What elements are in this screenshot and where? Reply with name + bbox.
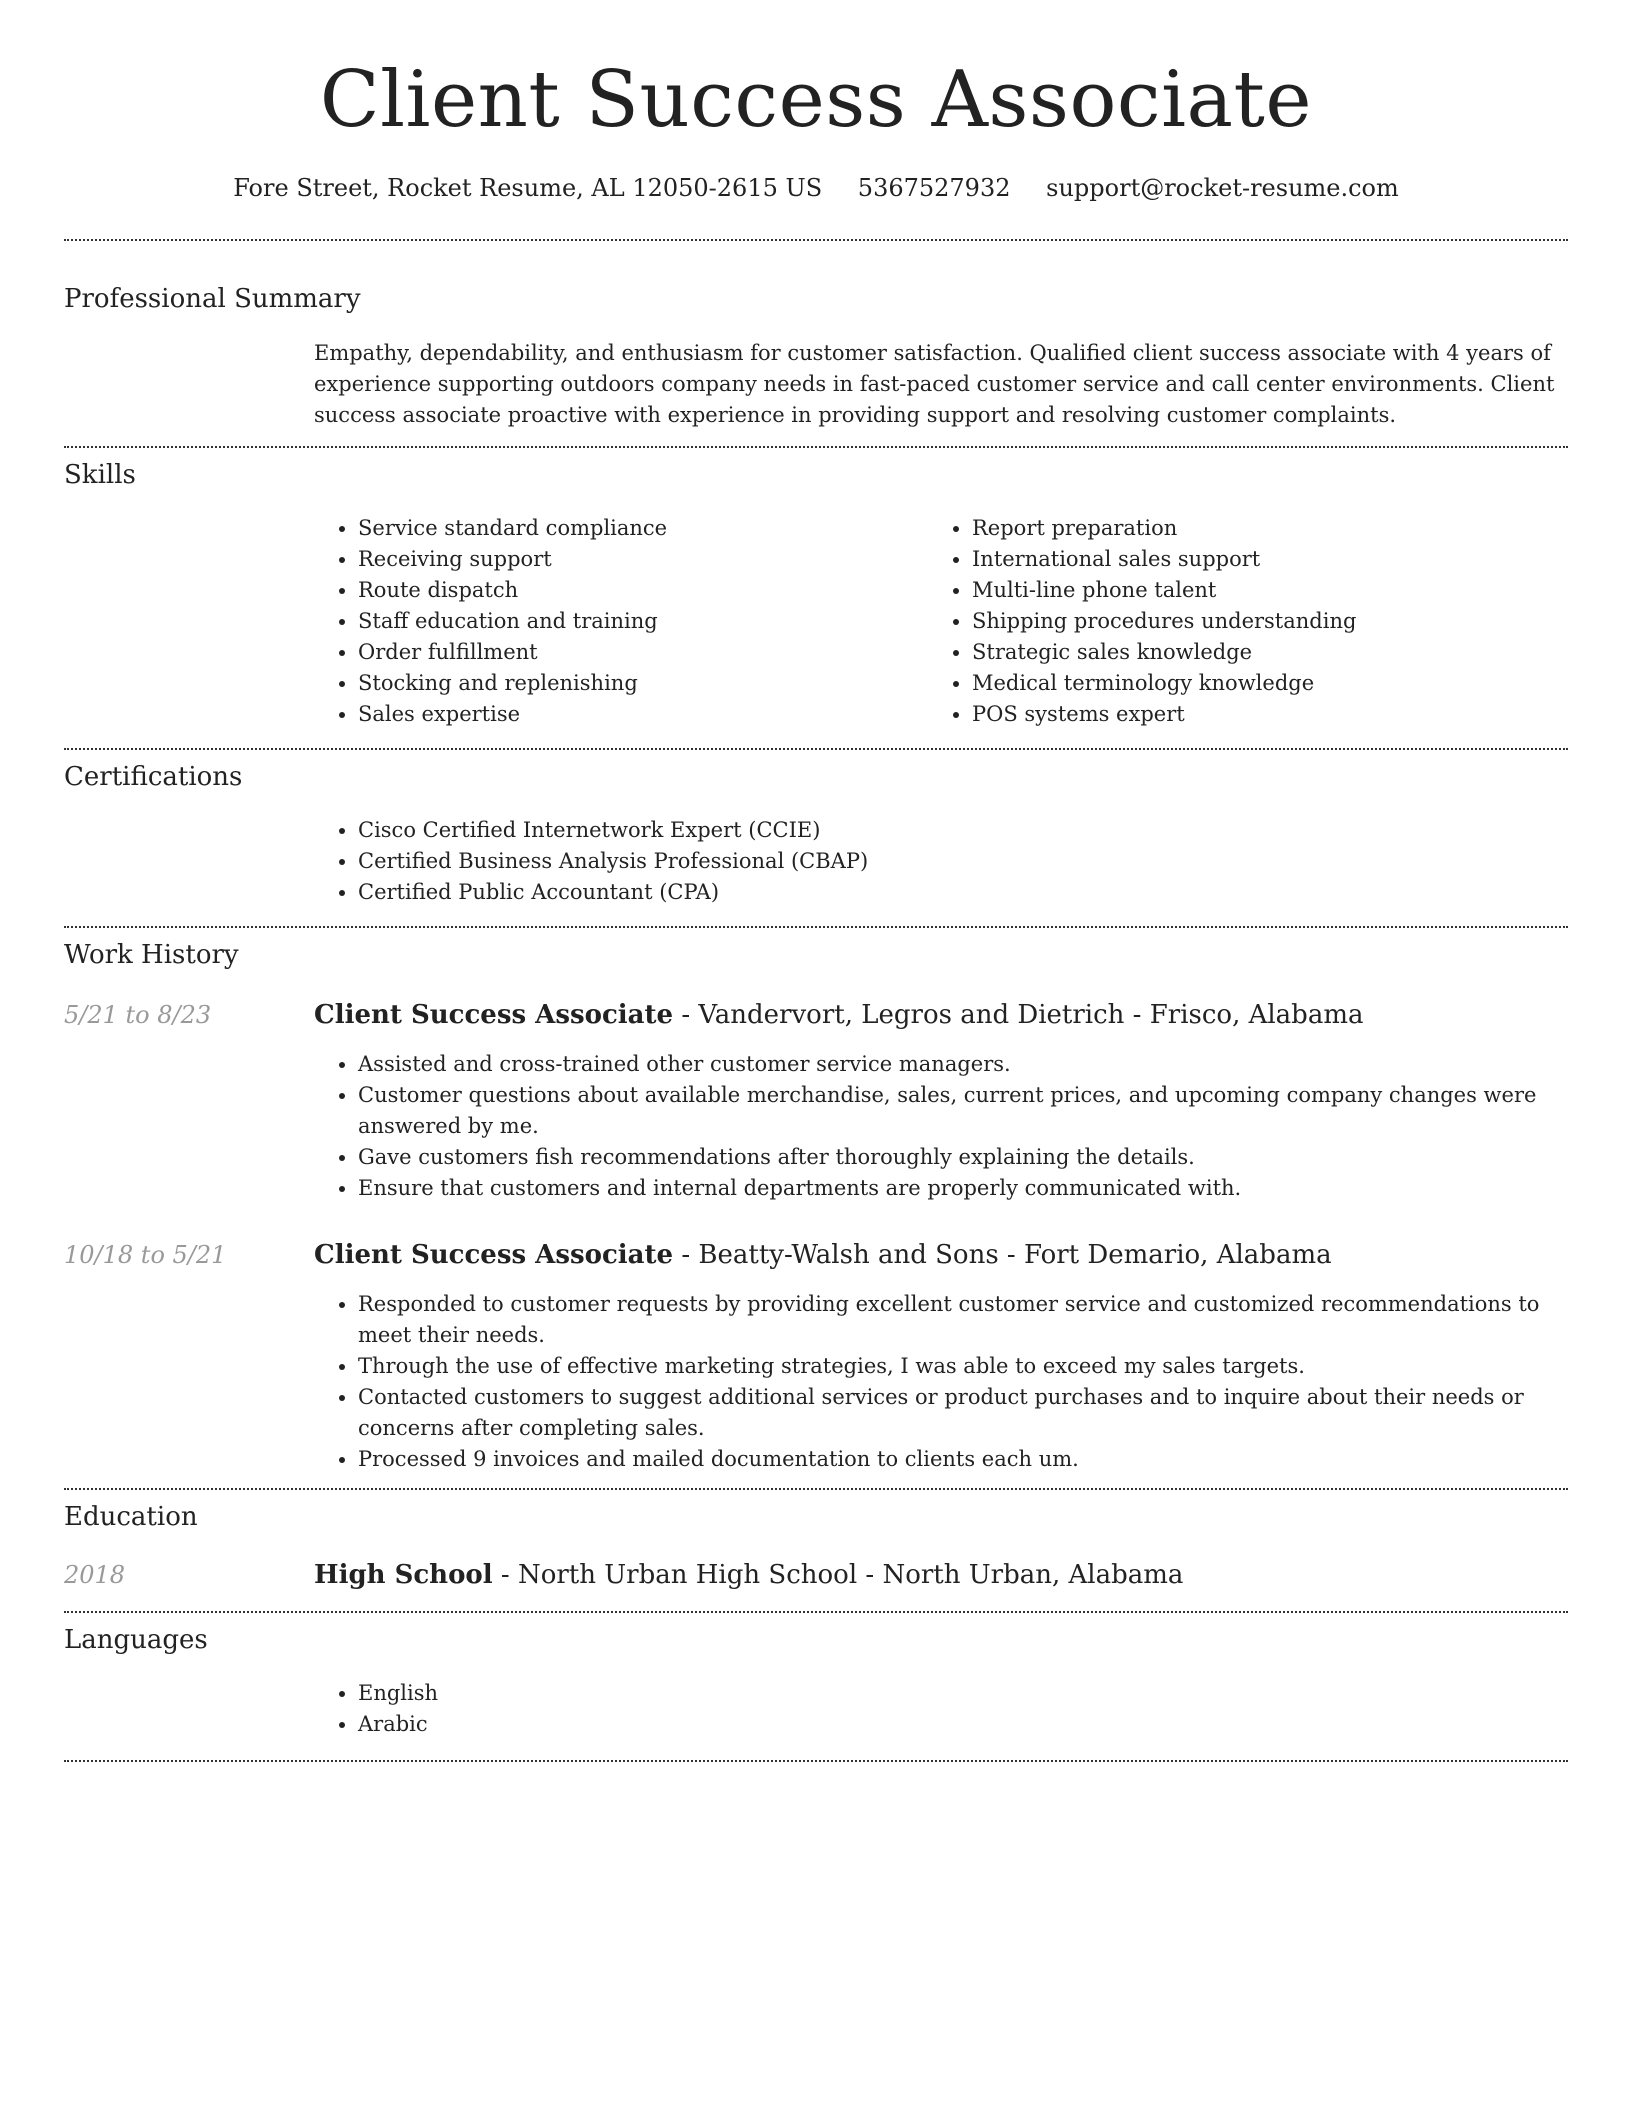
job-employer: - Beatty-Walsh and Sons - Fort Demario, Alabama	[673, 1240, 1332, 1270]
summary-text: Empathy, dependability, and enthusiasm for customer satisfaction. Qualified client success associate with 4 years of experience supporting outdoors company needs in fast-paced customer service and call center environments. Client success associate proactive with experience in providing support and resolving customer complaints.	[314, 341, 1555, 427]
divider	[64, 239, 1568, 241]
education-year: 2018	[64, 1561, 126, 1589]
list-item: • Cisco Certified Internetwork Expert (CCIE)	[358, 815, 1558, 846]
list-item: • Through the use of effective marketing strategies, I was able to exceed my sales targets.	[358, 1351, 1584, 1382]
job-title	[314, 997, 1363, 1033]
list-item: • Medical terminology knowledge	[972, 668, 1572, 699]
contact-email: support@rocket-resume.com	[1046, 174, 1399, 202]
list-item: • Report preparation	[972, 513, 1572, 544]
divider	[64, 446, 1568, 448]
list-item: • Multi-line phone talent	[972, 575, 1572, 606]
section-heading-summary: Professional Summary	[64, 284, 361, 314]
education-degree: High School	[314, 1560, 493, 1590]
job-dates: 10/18 to 5/21	[64, 1241, 227, 1269]
list-item: • Assisted and cross-trained other customer service managers.	[358, 1049, 1568, 1080]
list-item: • Order fulfillment	[358, 637, 918, 668]
divider	[64, 926, 1568, 928]
list-item: • Contacted customers to suggest additional services or product purchases and to inquire about their needs or concerns after completing sales.	[358, 1382, 1584, 1444]
languages-list	[314, 1678, 958, 1740]
divider	[64, 748, 1568, 750]
divider	[64, 1488, 1568, 1490]
list-item: • Responded to customer requests by providing excellent customer service and customized recommendations to meet their needs.	[358, 1289, 1584, 1351]
list-item: • International sales support	[972, 544, 1572, 575]
job-bullets	[314, 1049, 1568, 1204]
section-heading-skills: Skills	[64, 460, 136, 490]
list-item: • Certified Business Analysis Professional (CBAP)	[358, 846, 1558, 877]
list-item: • Arabic	[358, 1709, 958, 1740]
list-item: • Certified Public Accountant (CPA)	[358, 877, 1558, 908]
certifications-list	[314, 815, 1558, 908]
list-item: • Shipping procedures understanding	[972, 606, 1572, 637]
job-role: Client Success Associate	[314, 1240, 674, 1270]
list-item: • Gave customers fish recommendations after thoroughly explaining the details.	[358, 1142, 1568, 1173]
job-role: Client Success Associate	[314, 1000, 674, 1030]
list-item: • Receiving support	[358, 544, 918, 575]
section-heading-languages: Languages	[64, 1625, 208, 1655]
list-item: • POS systems expert	[972, 699, 1572, 730]
skills-list-left	[314, 513, 918, 730]
list-item: • Service standard compliance	[358, 513, 918, 544]
section-heading-certifications: Certifications	[64, 762, 243, 792]
resume-title: Client Success Associate	[319, 55, 1313, 145]
skills-list-right	[928, 513, 1572, 730]
contact-phone: 5367527932	[857, 174, 1011, 202]
list-item: • Ensure that customers and internal departments are properly communicated with.	[358, 1173, 1568, 1204]
list-item: • Customer questions about available merchandise, sales, current prices, and upcoming company changes were answered by me.	[358, 1080, 1568, 1142]
job-bullets	[314, 1289, 1584, 1475]
job-title	[314, 1237, 1332, 1273]
section-heading-education: Education	[64, 1502, 198, 1532]
section-heading-work-history: Work History	[64, 940, 239, 970]
list-item: • Route dispatch	[358, 575, 918, 606]
education-school: - North Urban High School - North Urban, Alabama	[492, 1560, 1184, 1590]
contact-line	[0, 170, 1632, 206]
education-title	[314, 1557, 1183, 1593]
list-item: • Strategic sales knowledge	[972, 637, 1572, 668]
job-dates: 5/21 to 8/23	[64, 1001, 212, 1029]
list-item: • Staff education and training	[358, 606, 918, 637]
list-item: • Sales expertise	[358, 699, 918, 730]
list-item: • English	[358, 1678, 958, 1709]
divider	[64, 1611, 1568, 1613]
list-item: • Stocking and replenishing	[358, 668, 918, 699]
divider	[64, 1760, 1568, 1762]
job-employer: - Vandervort, Legros and Dietrich - Frisco, Alabama	[673, 1000, 1364, 1030]
contact-address: Fore Street, Rocket Resume, AL 12050-2615 US	[233, 174, 823, 202]
list-item: • Processed 9 invoices and mailed documentation to clients each um.	[358, 1444, 1584, 1475]
